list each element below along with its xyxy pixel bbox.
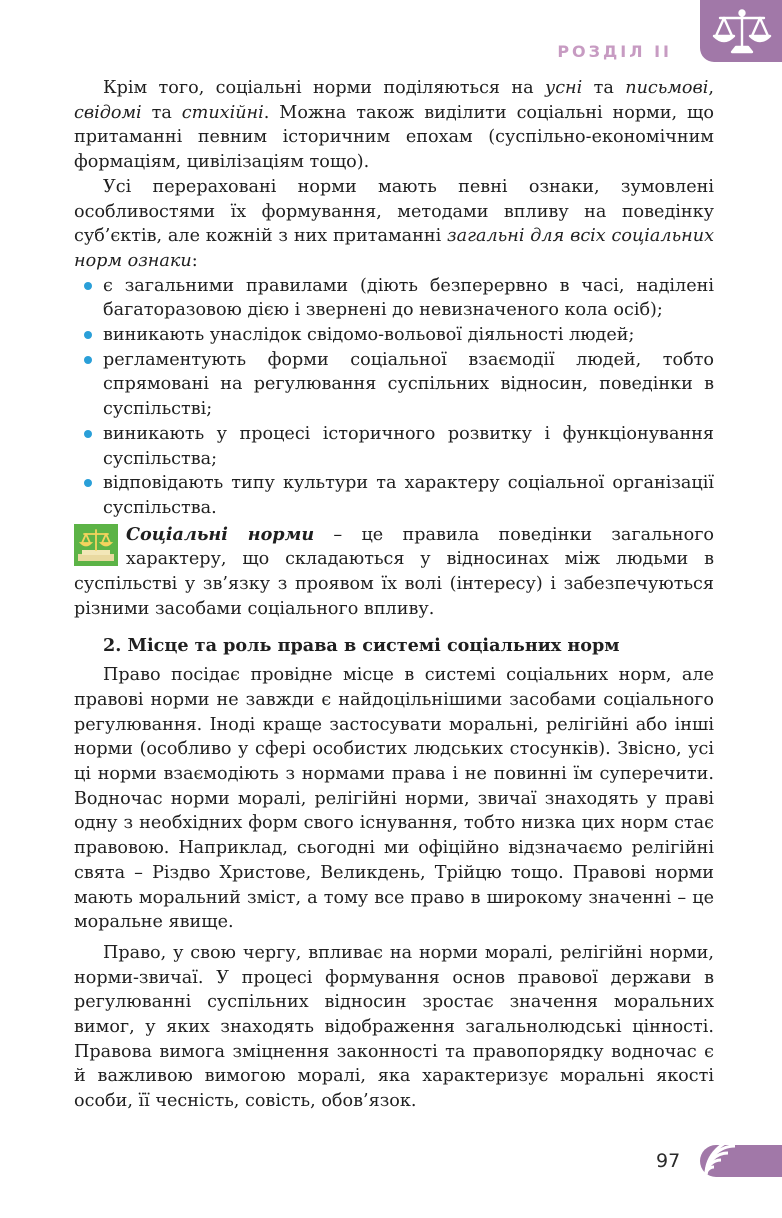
list-item: відповідають типу культури та характеру соціальної організації суспільства. [74, 471, 714, 520]
section-paragraph-1: Право посідає провідне місце в системі соціальних норм, але правові норми не завжди є найдоцільнішими засобами соціального регулювання. Іноді краще застосувати моральні, релігійні або інші норми (особливо у сфері особистих людських стосунків). Звісно, усі ці норми взаємодіють з нормами права і не повинні їм суперечити. Водночас норми моралі, релігійні норми, звичаї знаходять у праві одну з необхідних форм свого існування, тобто низка цих норм стає правовою. Наприклад, сьогодні ми офіційно відзначаємо релігійні свята – Різдво Христове, Великдень, Трійцю тощо. Правові норми мають моральний зміст, а тому все право в широкому значенні – це моральне явище. [74, 665, 714, 933]
intro-paragraph-2: Усі перераховані норми мають певні ознаки, зумовлені особливостями їх формування, методами впливу на поведінку суб’єктів, але кожній з них притаманні загальні для всіх соціальних норм ознаки: [74, 176, 714, 271]
header-tab [700, 0, 782, 62]
section-paragraph-2: Право, у свою чергу, впливає на норми моралі, релігійні норми, норми-звичаї. У процесі формування основ правової держави в регулюванні суспільних відносин зростає значення моральних вимог, у яких знаходять відображення загальнолюдські цінності. Правова вимога зміцнення законності та правопорядку водночас є й важливою вимогою моралі, яка характеризує моральні якості особи, її чесність, совість, обов’язок. [74, 942, 714, 1112]
definition-box [74, 523, 714, 622]
list-item: виникають унаслідок свідомо-вольової діяльності людей; [74, 323, 714, 348]
section-label: РОЗДІЛ ІІ [557, 42, 672, 61]
features-list [74, 274, 714, 521]
scales-of-justice-icon [710, 6, 774, 58]
list-item: є загальними правилами (діють безперервно в часі, наділені багаторазовою дією і звернені до невизначеного кола осіб); [74, 274, 714, 323]
section-heading: 2. Місце та роль права в системі соціальних норм [103, 635, 620, 657]
definition-scales-icon [74, 524, 118, 566]
page-number: 97 [656, 1150, 681, 1172]
definition-term: Соціальні норми [126, 523, 315, 545]
sound-waves-icon [700, 1145, 782, 1177]
footer-tab [700, 1145, 782, 1177]
definition-text: Соціальні норми – це правила поведінки загального характеру, що складаються у відносинах між людьми в суспільстві у зв’язку з проявом їх волі (інтересу) і забезпечуються різними засобами соціального впливу. [74, 523, 715, 619]
list-item: виникають у процесі історичного розвитку і функціонування суспільства; [74, 422, 714, 471]
intro-paragraph-1: Крім того, соціальні норми поділяються на усні та письмові, свідомі та стихійні. Можна також виділити соціальні норми, що притаманні певним історичним епохам (суспільно-економічним формаціям, цивілізаціям тощо). [74, 78, 714, 173]
list-item: регламентують форми соціальної взаємодії людей, тобто спрямовані на регулювання суспільних відносин, поведінки в суспільстві; [74, 348, 714, 422]
page-content [74, 76, 714, 1114]
